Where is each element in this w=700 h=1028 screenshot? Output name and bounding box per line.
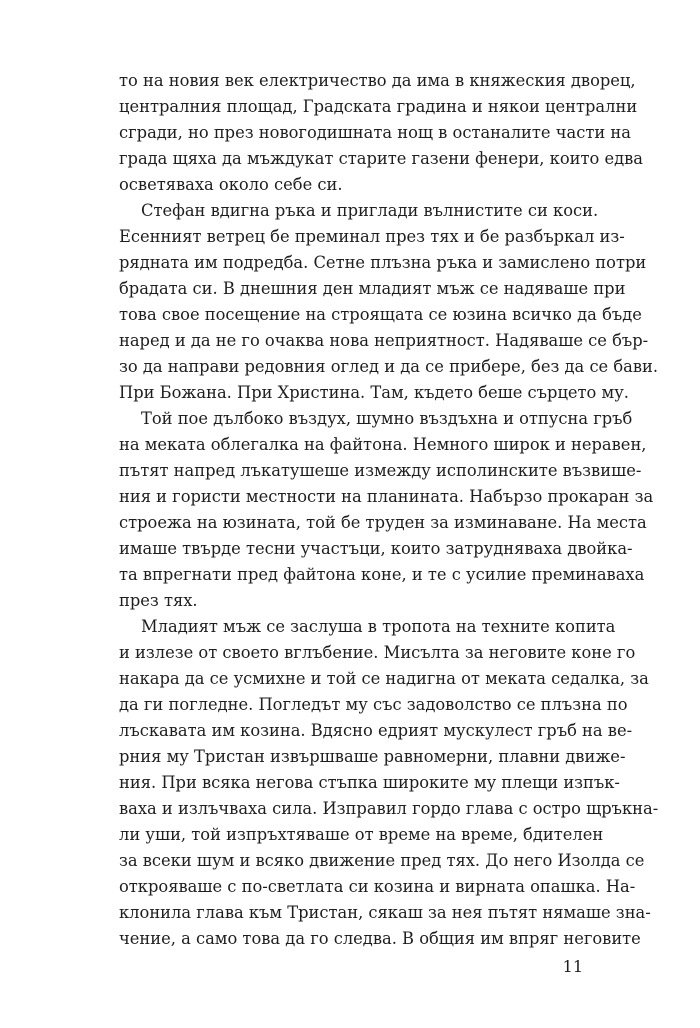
text-line: то на новия век електричество да има в княжеския дворец, [119, 71, 636, 90]
paragraph-first-line: Стефан вдигна ръка и приглади вълнистите си коси. [141, 201, 599, 220]
text-line: през тях. [119, 591, 198, 610]
text-line: да ги погледне. Погледът му със задоволство се плъзна по [119, 695, 628, 714]
paragraph-first-line: Младият мъж се заслуша в тропота на техните копита [141, 617, 616, 636]
text-line: ния и гористи местности на планината. Набързо прокаран за [119, 487, 654, 506]
text-line: рния му Тристан извършваше равномерни, плавни движе- [119, 747, 626, 766]
text-line: сгради, но през новогодишната нощ в останалите части на [119, 123, 631, 142]
text-line: брадата си. В днешния ден младият мъж се надяваше при [119, 279, 626, 298]
text-line: ваха и излъчваха сила. Изправил гордо глава с остро щръкна- [119, 799, 659, 818]
text-line: града щяха да мъждукат старите газени фенери, които едва [119, 149, 644, 168]
text-line: осветяваха около себе си. [119, 175, 343, 194]
text-line: имаше твърде тесни участъци, които затрудняваха двойка- [119, 539, 633, 558]
text-line: клонила глава към Тристан, сякаш за нея пътят нямаше зна- [119, 903, 651, 922]
text-line: ния. При всяка негова стъпка широките му плещи изпък- [119, 773, 620, 792]
text-line: строежа на юзината, той бе труден за изминаване. На места [119, 513, 647, 532]
text-line: това свое посещение на строящата се юзина всичко да бъде [119, 305, 642, 324]
text-line: централния площад, Градската градина и някои централни [119, 97, 638, 116]
text-line: пътят напред лъкатушеше измежду исполинските възвише- [119, 461, 642, 480]
text-line: чение, а само това да го следва. В общия им впряг неговите [119, 929, 641, 948]
text-line: лъскавата им козина. Вдясно едрият мускулест гръб на ве- [119, 721, 633, 740]
text-line: накара да се усмихне и той се надигна от меката седалка, за [119, 669, 649, 688]
paragraph-first-line: Той пое дълбоко въздух, шумно въздъхна и отпусна гръб [141, 409, 633, 428]
text-line: Есенният ветрец бе преминал през тях и бе разбъркал из- [119, 227, 625, 246]
text-line: за всеки шум и всяко движение пред тях. До него Изолда се [119, 851, 645, 870]
page-number: 11 [562, 957, 583, 976]
text-line: открояваше с по-светлата си козина и вирната опашка. На- [119, 877, 636, 896]
text-line: зо да направи редовния оглед и да се прибере, без да се бави. [119, 357, 659, 376]
text-line: ли уши, той изпръхтяваше от време на време, бдителен [119, 825, 604, 844]
text-line: наред и да не го очаква нова неприятност. Надяваше се бър- [119, 331, 649, 350]
text-line: При Божана. При Христина. Там, където беше сърцето му. [119, 383, 629, 402]
text-line: и излезе от своето вглъбение. Мисълта за неговите коне го [119, 643, 636, 662]
body-text [119, 68, 659, 952]
text-line: на меката облегалка на файтона. Немного широк и неравен, [119, 435, 647, 454]
text-line: та впрегнати пред файтона коне, и те с усилие преминаваха [119, 565, 645, 584]
text-line: рядната им подредба. Сетне плъзна ръка и замислено потри [119, 253, 647, 272]
